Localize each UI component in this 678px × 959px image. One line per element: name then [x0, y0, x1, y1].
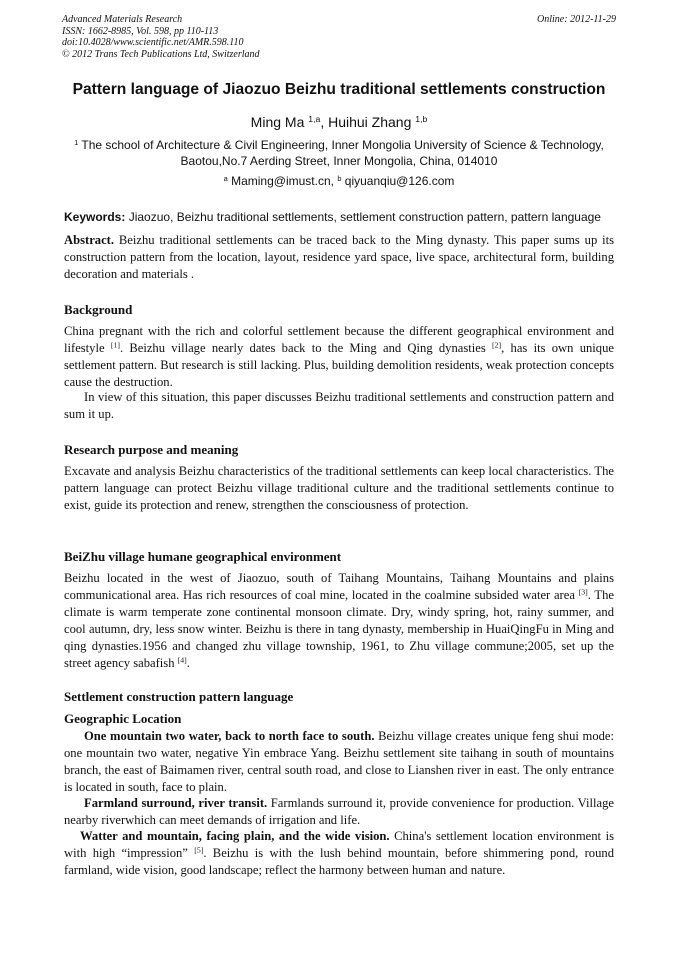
- abstract: [64, 232, 614, 283]
- author-name: Ming Ma: [250, 114, 305, 130]
- email-sup: a: [223, 173, 228, 183]
- bold-lead: Farmland surround, river transit.: [84, 796, 268, 810]
- section-heading-settlement: Settlement construction pattern language: [64, 689, 294, 704]
- section-heading-geography: BeiZhu village humane geographical environment: [64, 549, 342, 564]
- citation-ref[interactable]: [4]: [177, 655, 187, 665]
- text-run: . The climate is warm temperate zone continental monsoon climate. Dry, windy spring, hot, rainy summer, and cool autumn, dry, less snow winter. Beizhu is there in tang dynasty, membership in HuaiQingFu in Ming and qing dynasties.1956 and changed zhu village township, 1961, to Zhu village commune;2005, set up the street agency sabafish: [64, 588, 614, 670]
- bold-lead: Watter and mountain, facing plain, and the wide vision.: [80, 829, 390, 843]
- bold-lead: One mountain two water, back to north face to south.: [84, 729, 375, 743]
- abstract-label: Abstract.: [64, 233, 115, 247]
- text-run: China's settlement location environment is with high “impression”: [64, 829, 614, 860]
- citation-ref[interactable]: [2]: [492, 340, 502, 350]
- citation-ref[interactable]: [5]: [194, 845, 204, 855]
- email-address[interactable]: Maming@imust.cn,: [231, 174, 334, 188]
- section-heading-background: Background: [64, 302, 133, 317]
- affiliation-line-1: The school of Architecture & Civil Engineering, Inner Mongolia University of Science & Technology,: [81, 138, 604, 152]
- paper-title: Pattern language of Jiaozuo Beizhu traditional settlements construction: [72, 81, 606, 98]
- issn-line: ISSN: 1662-8985, Vol. 598, pp 110-113: [62, 25, 219, 37]
- text-run: . Beizhu village nearly dates back to the Ming and Qing dynasties: [119, 341, 486, 355]
- text-run: . Beizhu is with the lush behind mountain, before shimmering pond, round farmland, wide vision, good landscape; reflect the harmony between human and nature.: [64, 846, 614, 877]
- online-date: Online: 2012-11-29: [537, 14, 616, 25]
- citation-ref[interactable]: [1]: [110, 340, 120, 350]
- text-run: .: [186, 656, 190, 670]
- affiliation-line-2: Baotou,No.7 Aerding Street, Inner Mongolia, China, 014010: [180, 154, 498, 168]
- geography-paragraph: [64, 570, 614, 672]
- research-paragraph: Excavate and analysis Beizhu characteristics of the traditional settlements can keep local characteristics. The pattern language can protect Beizhu village traditional culture and the traditional settlements continue to exist, guide its protection and renew, strengthen the consciousness of protection.: [64, 464, 614, 512]
- keywords-label: Keywords:: [64, 210, 126, 224]
- text-run: Beizhu located in the west of Jiaozuo, south of Taihang Mountains, Taihang Mountains and plains communicational area. Has rich resources of coal mine, located in the coalmine subsided water area: [64, 571, 614, 602]
- text-run: China pregnant with the rich and colorful settlement because the different geographical environment and lifestyle: [64, 324, 614, 355]
- text-run: , has its own unique settlement pattern. But research is still lacking. Plus, building demolition residents, weak protection concepts cause the destruction.: [64, 341, 614, 389]
- text-run: Beizhu village creates unique feng shui mode: one mountain two water, negative Yin embrace Yang. Beizhu settlement site taihang in south of mountains branch, the east of Baimamen river, central south road, and close to Lianshen river in east. The only entrance is located in south, face to plain.: [64, 729, 614, 794]
- publication-meta: [62, 14, 616, 60]
- author-sup: 1,b: [415, 114, 428, 125]
- affiliation: [62, 137, 616, 169]
- email-address[interactable]: qiyuanqiu@126.com: [344, 174, 455, 188]
- keywords-text: Jiaozuo, Beizhu traditional settlements, settlement construction pattern, pattern language: [128, 210, 601, 224]
- affiliation-sup: 1: [74, 137, 79, 147]
- copyright-line: © 2012 Trans Tech Publications Ltd, Switzerland: [62, 48, 260, 60]
- background-paragraph-1: [64, 323, 614, 391]
- author-sup: 1,a: [308, 114, 321, 125]
- email-line: [0, 174, 678, 188]
- text-run: Farmlands surround it, provide convenience for production. Village nearby riverwhich can meet demands of irrigation and life.: [64, 796, 614, 827]
- settlement-paragraph-3: [64, 828, 614, 879]
- section-heading-research: Research purpose and meaning: [64, 442, 239, 457]
- abstract-text: Beizhu traditional settlements can be traced back to the Ming dynasty. This paper sums up its construction pattern from the location, layout, residence yard space, live space, architectural form, building decoration and materials .: [64, 233, 614, 281]
- keywords: [64, 210, 614, 224]
- citation-ref[interactable]: [3]: [578, 587, 588, 597]
- email-sup: b: [337, 173, 342, 183]
- author-line: Ming Ma $^{1,a}$, Huihui Zhang $^{1,b}$: [250, 114, 428, 130]
- journal-name: Advanced Materials Research: [62, 14, 183, 25]
- subsection-heading-geographic-location: Geographic Location: [64, 711, 182, 726]
- settlement-paragraph-1: [64, 728, 614, 796]
- doi-line[interactable]: doi:10.4028/www.scientific.net/AMR.598.110: [62, 37, 244, 48]
- author-name: Huihui Zhang: [328, 114, 412, 130]
- settlement-paragraph-2: [64, 795, 614, 829]
- background-paragraph-2: In view of this situation, this paper discusses Beizhu traditional settlements and construction pattern and sum it up.: [64, 390, 614, 421]
